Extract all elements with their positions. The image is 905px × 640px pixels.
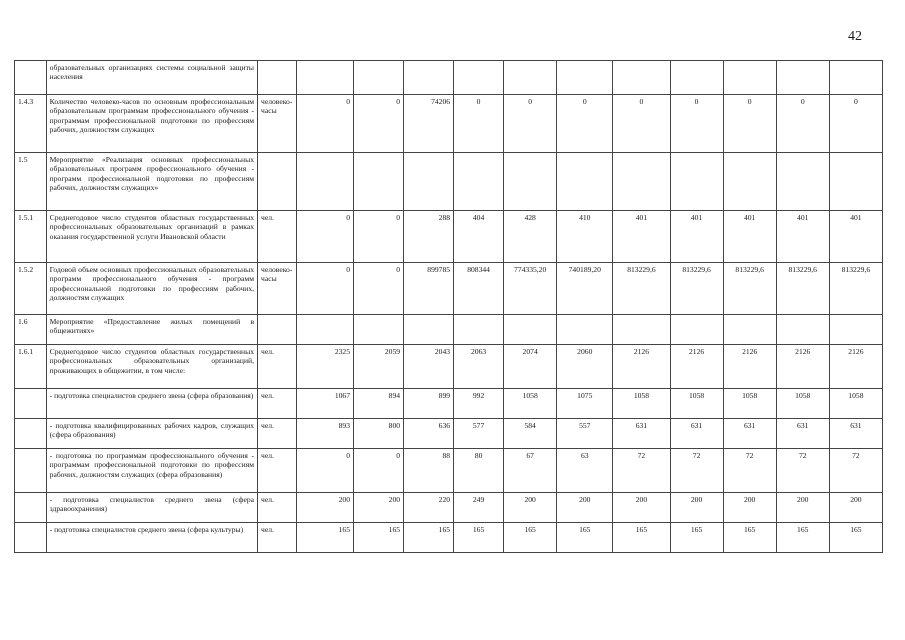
- value-cell: [613, 315, 670, 345]
- value-cell: 0: [296, 449, 353, 493]
- row-unit: [258, 153, 297, 211]
- value-cell: 74206: [404, 95, 454, 153]
- value-cell: [557, 153, 613, 211]
- value-cell: 813229,6: [776, 263, 829, 315]
- value-cell: 2126: [723, 345, 776, 389]
- value-cell: [454, 61, 504, 95]
- value-cell: 899: [404, 389, 454, 419]
- value-cell: 2060: [557, 345, 613, 389]
- page-number: 42: [848, 29, 862, 44]
- value-cell: [670, 315, 723, 345]
- value-cell: 1075: [557, 389, 613, 419]
- value-cell: 165: [354, 523, 404, 553]
- value-cell: [829, 315, 882, 345]
- value-cell: [613, 153, 670, 211]
- value-cell: [296, 315, 353, 345]
- value-cell: 0: [296, 211, 353, 263]
- value-cell: 0: [776, 95, 829, 153]
- table-row: [15, 345, 883, 389]
- row-number: [15, 449, 47, 493]
- value-cell: 2043: [404, 345, 454, 389]
- value-cell: [613, 61, 670, 95]
- value-cell: [776, 315, 829, 345]
- row-number: [15, 389, 47, 419]
- value-cell: 0: [829, 95, 882, 153]
- value-cell: [354, 315, 404, 345]
- value-cell: 401: [723, 211, 776, 263]
- value-cell: [296, 153, 353, 211]
- table-row: [15, 389, 883, 419]
- value-cell: 2126: [776, 345, 829, 389]
- value-cell: 200: [354, 493, 404, 523]
- value-cell: 774335,20: [504, 263, 557, 315]
- value-cell: [404, 315, 454, 345]
- value-cell: 992: [454, 389, 504, 419]
- row-number: [15, 523, 47, 553]
- row-number: 1.5.2: [15, 263, 47, 315]
- value-cell: 200: [557, 493, 613, 523]
- value-cell: 220: [404, 493, 454, 523]
- table-row: [15, 493, 883, 523]
- value-cell: 2126: [829, 345, 882, 389]
- value-cell: 631: [829, 419, 882, 449]
- row-description: - подготовка специалистов среднего звена (сфера здравоохранения): [46, 493, 257, 523]
- row-description: - подготовка по программам профессионального обучения - программам профессиональной подготовки по профессиям рабочих, должностям служащих (сфера образования): [46, 449, 257, 493]
- value-cell: 200: [829, 493, 882, 523]
- row-unit: [258, 61, 297, 95]
- value-cell: 584: [504, 419, 557, 449]
- row-unit: человеко-часы: [258, 95, 297, 153]
- row-number: 1.5.1: [15, 211, 47, 263]
- row-description: Количество человеко-часов по основным профессиональным образовательным программам профессионального обучения - программам профессиональной подготовки по профессиям рабочих, должностям служащих: [46, 95, 257, 153]
- value-cell: 631: [670, 419, 723, 449]
- value-cell: 813229,6: [723, 263, 776, 315]
- value-cell: [670, 61, 723, 95]
- value-cell: 401: [829, 211, 882, 263]
- value-cell: 0: [670, 95, 723, 153]
- value-cell: 1058: [613, 389, 670, 419]
- value-cell: 401: [670, 211, 723, 263]
- value-cell: [354, 61, 404, 95]
- value-cell: 808344: [454, 263, 504, 315]
- value-cell: 813229,6: [613, 263, 670, 315]
- value-cell: [404, 61, 454, 95]
- value-cell: 165: [454, 523, 504, 553]
- value-cell: 165: [829, 523, 882, 553]
- value-cell: 1058: [723, 389, 776, 419]
- value-cell: 165: [404, 523, 454, 553]
- table-row: [15, 95, 883, 153]
- value-cell: 1058: [776, 389, 829, 419]
- row-unit: чел.: [258, 523, 297, 553]
- value-cell: 0: [354, 449, 404, 493]
- value-cell: 631: [776, 419, 829, 449]
- row-number: 1.6: [15, 315, 47, 345]
- value-cell: [454, 153, 504, 211]
- value-cell: 63: [557, 449, 613, 493]
- value-cell: 2063: [454, 345, 504, 389]
- value-cell: 200: [613, 493, 670, 523]
- row-number: 1.4.3: [15, 95, 47, 153]
- value-cell: [296, 61, 353, 95]
- value-cell: 740189,20: [557, 263, 613, 315]
- value-cell: 165: [504, 523, 557, 553]
- value-cell: 288: [404, 211, 454, 263]
- value-cell: 1058: [670, 389, 723, 419]
- value-cell: 631: [723, 419, 776, 449]
- value-cell: [723, 315, 776, 345]
- value-cell: 200: [296, 493, 353, 523]
- value-cell: 0: [296, 95, 353, 153]
- table-row: [15, 61, 883, 95]
- row-description: Среднегодовое число студентов областных государственных профессиональных образовательных организаций в рамках оказания государственной услуги Ивановской области: [46, 211, 257, 263]
- row-number: [15, 419, 47, 449]
- table-row: [15, 153, 883, 211]
- row-description: - подготовка специалистов среднего звена (сфера образования): [46, 389, 257, 419]
- value-cell: 0: [723, 95, 776, 153]
- value-cell: 165: [670, 523, 723, 553]
- value-cell: 636: [404, 419, 454, 449]
- indicators-table: [14, 60, 883, 553]
- value-cell: [354, 153, 404, 211]
- value-cell: 0: [354, 95, 404, 153]
- value-cell: 2126: [670, 345, 723, 389]
- value-cell: 0: [504, 95, 557, 153]
- value-cell: 631: [613, 419, 670, 449]
- value-cell: [829, 61, 882, 95]
- value-cell: 899785: [404, 263, 454, 315]
- value-cell: 80: [454, 449, 504, 493]
- row-number: [15, 61, 47, 95]
- table-row: [15, 315, 883, 345]
- value-cell: 72: [613, 449, 670, 493]
- row-unit: чел.: [258, 345, 297, 389]
- value-cell: 0: [557, 95, 613, 153]
- value-cell: 2325: [296, 345, 353, 389]
- value-cell: 165: [613, 523, 670, 553]
- value-cell: [504, 61, 557, 95]
- value-cell: [723, 153, 776, 211]
- value-cell: 1067: [296, 389, 353, 419]
- row-unit: чел.: [258, 419, 297, 449]
- value-cell: 67: [504, 449, 557, 493]
- value-cell: 165: [723, 523, 776, 553]
- row-description: - подготовка специалистов среднего звена (сфера культуры): [46, 523, 257, 553]
- value-cell: [504, 153, 557, 211]
- value-cell: [670, 153, 723, 211]
- value-cell: [829, 153, 882, 211]
- table-row: [15, 263, 883, 315]
- value-cell: 0: [354, 211, 404, 263]
- row-unit: чел.: [258, 389, 297, 419]
- value-cell: [557, 315, 613, 345]
- value-cell: 404: [454, 211, 504, 263]
- value-cell: 200: [670, 493, 723, 523]
- value-cell: 410: [557, 211, 613, 263]
- value-cell: 1058: [504, 389, 557, 419]
- table-row: [15, 211, 883, 263]
- row-unit: [258, 315, 297, 345]
- value-cell: 401: [776, 211, 829, 263]
- value-cell: 0: [454, 95, 504, 153]
- value-cell: 428: [504, 211, 557, 263]
- row-description: - подготовка квалифицированных рабочих кадров, служащих (сфера образования): [46, 419, 257, 449]
- row-unit: чел.: [258, 493, 297, 523]
- row-unit: человеко-часы: [258, 263, 297, 315]
- value-cell: 2126: [613, 345, 670, 389]
- value-cell: 0: [296, 263, 353, 315]
- value-cell: 0: [354, 263, 404, 315]
- value-cell: 813229,6: [670, 263, 723, 315]
- value-cell: [404, 153, 454, 211]
- value-cell: 88: [404, 449, 454, 493]
- row-description: Мероприятие «Предоставление жилых помещений в общежитиях»: [46, 315, 257, 345]
- value-cell: [776, 153, 829, 211]
- value-cell: 1058: [829, 389, 882, 419]
- row-description: образовательных организациях системы социальной защиты населения: [46, 61, 257, 95]
- row-unit: чел.: [258, 449, 297, 493]
- value-cell: 893: [296, 419, 353, 449]
- value-cell: 72: [670, 449, 723, 493]
- value-cell: 72: [829, 449, 882, 493]
- value-cell: [723, 61, 776, 95]
- value-cell: 200: [776, 493, 829, 523]
- value-cell: 894: [354, 389, 404, 419]
- value-cell: 557: [557, 419, 613, 449]
- row-description: Годовой объем основных профессиональных образовательных программ профессионального обучения - программ профессиональной подготовки по профессиям рабочих, должностям служащих: [46, 263, 257, 315]
- value-cell: 0: [613, 95, 670, 153]
- table-row: [15, 419, 883, 449]
- value-cell: [776, 61, 829, 95]
- value-cell: 165: [776, 523, 829, 553]
- value-cell: 800: [354, 419, 404, 449]
- row-number: [15, 493, 47, 523]
- value-cell: 401: [613, 211, 670, 263]
- table-row: [15, 449, 883, 493]
- value-cell: 2059: [354, 345, 404, 389]
- value-cell: 249: [454, 493, 504, 523]
- value-cell: [504, 315, 557, 345]
- value-cell: 577: [454, 419, 504, 449]
- value-cell: [454, 315, 504, 345]
- row-number: 1.6.1: [15, 345, 47, 389]
- value-cell: 72: [723, 449, 776, 493]
- value-cell: 165: [557, 523, 613, 553]
- value-cell: 200: [723, 493, 776, 523]
- value-cell: 813229,6: [829, 263, 882, 315]
- value-cell: 200: [504, 493, 557, 523]
- table-row: [15, 523, 883, 553]
- value-cell: 2074: [504, 345, 557, 389]
- row-number: 1.5: [15, 153, 47, 211]
- value-cell: [557, 61, 613, 95]
- row-unit: чел.: [258, 211, 297, 263]
- value-cell: 72: [776, 449, 829, 493]
- row-description: Мероприятие «Реализация основных профессиональных образовательных программ профессионального обучения - программ профессиональной подготовки по профессиям рабочих, должностям служащих»: [46, 153, 257, 211]
- row-description: Среднегодовое число студентов областных государственных профессиональных образовательных организаций, проживающих в общежитии, в том числе:: [46, 345, 257, 389]
- value-cell: 165: [296, 523, 353, 553]
